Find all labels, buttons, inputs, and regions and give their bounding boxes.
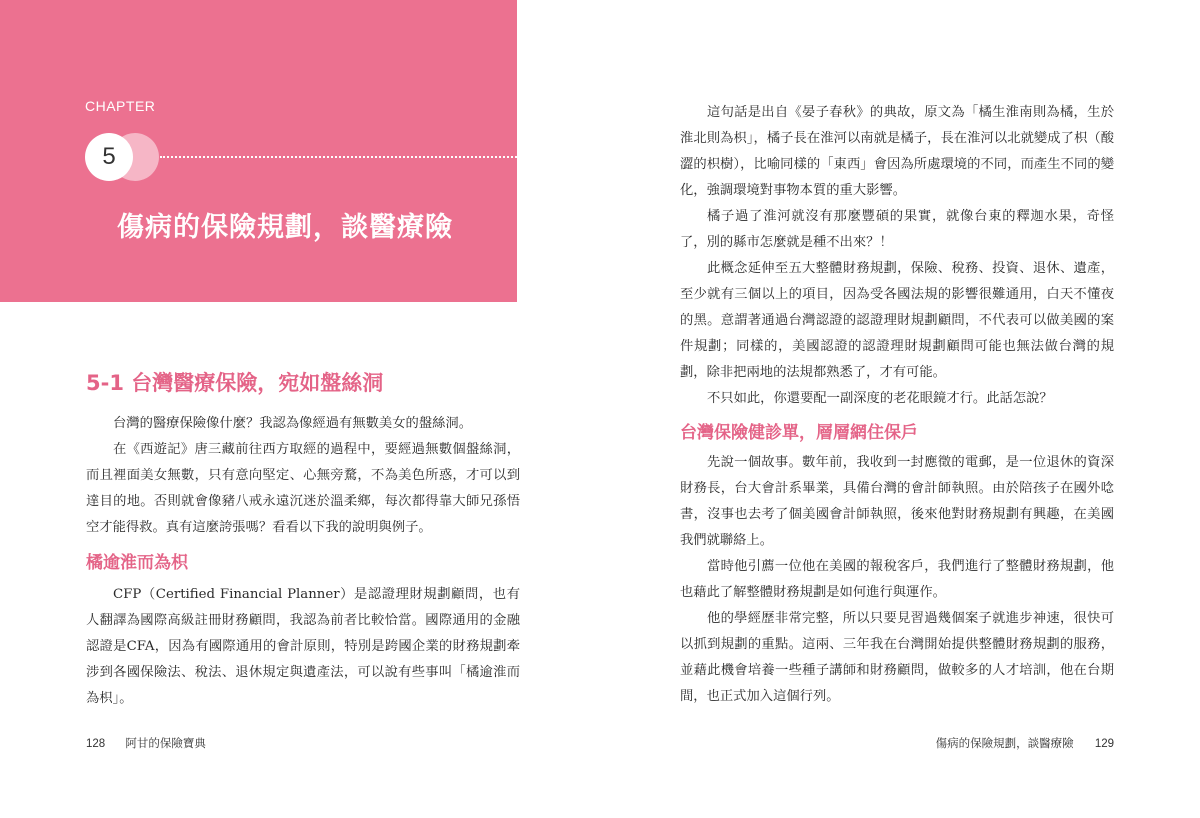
chapter-label: CHAPTER [85,98,156,114]
left-page-footer [86,735,206,751]
chapter-number: 5 [85,133,133,181]
section-title: 5-1 台灣醫療保險，宛如盤絲洞 [86,371,384,395]
paragraph: 當時他引薦一位他在美國的報稅客戶，我們進行了整體財務規劃，他也藉此了解整體財務規劃是如何進行與運作。 [680,559,1114,600]
right-page-footer [936,735,1114,751]
paragraph: 先說一個故事。數年前，我收到一封應徵的電郵，是一位退休的資深財務長，台大會計系畢業，具備台灣的會計師執照。由於陪孩子在國外唸書，沒事也去考了個美國會計師執照，後來他對財務規劃有興趣，在美國我們就聯絡上。 [680,455,1114,548]
paragraph: 台灣的醫療保險像什麼？我認為像經過有無數美女的盤絲洞。 [113,416,473,431]
right-page-column [680,100,1114,710]
chapter-number-badge [85,133,165,181]
paragraph: CFP（Certified Financial Planner）是認證理財規劃顧問，也有人翻譯為國際高級註冊財務顧問，我認為前者比較恰當。國際通用的金融認證是CFA，因為有國際通用的會計原則，特別是跨國企業的財務規劃牽涉到各國保險法、稅法、退休規定與遺產法，可以說有些事叫「橘逾淮而為枳」。 [86,587,520,706]
paragraph: 此概念延伸至五大整體財務規劃，保險、稅務、投資、退休、遺產，至少就有三個以上的項目，因為受各國法規的影響很難通用，白天不懂夜的黑。意謂著通過台灣認證的認證理財規劃顧問，不代表可以做美國的案件規劃；同樣的，美國認證的認證理財規劃顧問可能也無法做台灣的規劃，除非把兩地的法規都熟悉了，才有可能。 [680,261,1114,380]
right-running-title: 傷病的保險規劃，談醫療險 [935,738,1074,750]
chapter-dotted-rule [160,156,517,158]
left-page-column [86,411,520,712]
paragraph: 在《西遊記》唐三藏前往西方取經的過程中，要經過無數個盤絲洞，而且裡面美女無數，只有意向堅定、心無旁騖，不為美色所惑，才可以到達目的地。否則就會像豬八戒永遠沉迷於溫柔鄉，每次都得靠大師兄孫悟空才能得救。真有這麼誇張嗎？看看以下我的說明與例子。 [86,442,520,535]
paragraph: 這句話是出自《晏子春秋》的典故，原文為「橘生淮南則為橘，生於淮北則為枳」，橘子長在淮河以南就是橘子，長在淮河以北就變成了枳（酸澀的枳樹），比喻同樣的「東西」會因為所處環境的不同，而產生不同的變化，強調環境對事物本質的重大影響。 [680,105,1114,198]
subheading: 台灣保險健診單，層層網住保戶 [680,423,918,443]
left-page-number: 128 [86,738,106,750]
paragraph: 他的學經歷非常完整，所以只要見習過幾個案子就進步神速，很快可以抓到規劃的重點。這兩、三年我在台灣開始提供整體財務規劃的服務，並藉此機會培養一些種子講師和財務顧問，做較多的人才培訓，他在台期間，也正式加入這個行列。 [680,611,1114,704]
left-running-title: 阿甘的保險寶典 [125,738,206,750]
right-page-number: 129 [1094,738,1114,750]
subheading: 橘逾淮而為枳 [86,553,188,573]
paragraph: 橘子過了淮河就沒有那麼豐碩的果實，就像台東的釋迦水果，奇怪了，別的縣市怎麼就是種不出來？！ [680,209,1114,250]
paragraph: 不只如此，你還要配一副深度的老花眼鏡才行。此話怎說？ [707,391,1053,406]
chapter-title: 傷病的保險規劃，談醫療險 [117,212,453,243]
chapter-banner [0,0,517,302]
